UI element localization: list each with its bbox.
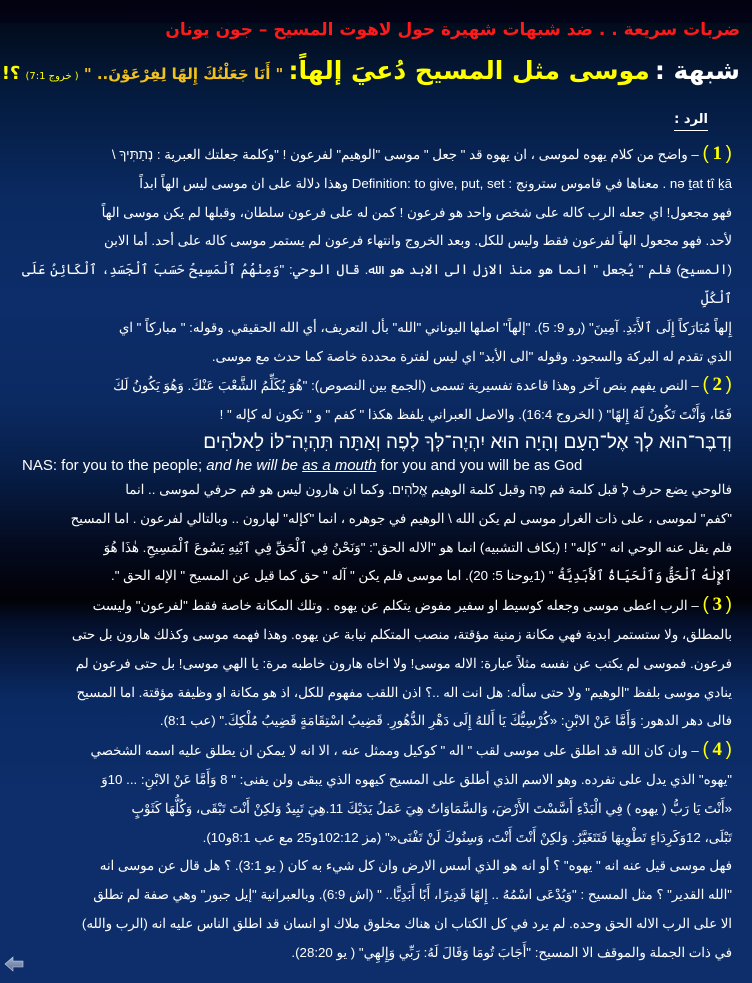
text-line: «أَنْتَ يَا رَبُّ ( يهوه ) فِي الْبَدْءِ أَسَّسْتَ الأَرْضَ، وَالسَّمَاوَاتُ هِيَ عَمَلُ يَدَيْكَ 11.هِيَ تَبِيدُ وَلكِنْ أَنْتَ تَبْقَى، وَكُلُّهَا كَثَوْبٍ	[131, 800, 732, 816]
text-line: تَبْلَى، 12وَكَرِدَاءٍ تَطْوِيهَا فَتَتَغَيَّرُ. وَلكِنْ أَنْتَ أَنْتَ، وَسِنُوكَ لَنْ تَفْنَى«" (مز 102:12و25 مع عب 8:1و10).	[202, 829, 732, 845]
text-line: فالوحي يضع حرف לְ قبل كلمة فم פֶּה وقبل كلمة الوهيم אֱלֹהִים. وكما ان هارون ليس هو فم حرفي لموسى .. انما	[125, 481, 732, 497]
text-line: لأحد. فهو مجعول الهاً لفرعون فقط وليس للكل. وبعد الخروج وانتهاء فرعون لم يستمر موسى كاله على أحد. أما الابن	[104, 233, 732, 249]
text-line: – واضح من كلام يهوه لموسى ، ان يهوه قد " جعل " موسى "الوهيم" لفرعون ! "وكلمة جعلتك العبرية : נְתַתִּיךָ \	[111, 147, 699, 162]
hebrew-verse: וְדִבֶּר־הוּא לְךָ אֶל־הָעָם וְהָיָה הוּא יִהְיֶה־לְּךָ לְפֶה וְאַתָּה תִּהְיֶה־לּוֹ לֵאלֹהִים׃	[203, 431, 732, 453]
text-line: ٱلإِلٰهُ ٱلْحَقُّ وَٱلْحَيَاةُ ٱلأَبَدِيَّةُ " (1يوحنا 5: 20). اما موسى فلم يكن " آله " حق كما قيل عن المسيح " الإله الحق ".	[111, 568, 732, 584]
section-1	[22, 140, 732, 371]
text-line: فهو مجعول! اي جعله الرب كاله على شخص واحد هو فرعون ! كمن له على فرعون سلطان، وقبلها لم يكن موسى الهاً	[101, 204, 732, 220]
paragraph-line: ( 1 ) – واضح من كلام يهوه لموسى ، ان يهوه قد " جعل " موسى "الوهيم" لفرعون ! "وكلمة جعلتك العبرية : נְתַתִּיךָ \	[111, 143, 732, 164]
heading-reference: ( خروج 7:1)	[25, 71, 79, 82]
section-4	[22, 736, 732, 852]
paragraph-line: ( 2 ) – النص يفهم بنص آخر وهذا قاعدة تفسيرية تسمى (الجمع بين النصوص): "هُوَ يُكَلِّمُ الشَّعْبَ عَنْكَ. وَهُوَ يَكُونُ لَكَ	[113, 374, 732, 396]
paragraph-line: ( 4 ) – وان كان الله قد اطلق على موسى لقب " اله " كوكيل وممثل عنه ، الا انه لا يمكن ان يطلق عليه اسمه الشخصي	[90, 739, 732, 761]
reply-label: الرد :	[674, 112, 708, 131]
text-line: بالمطلق، ولا ستستمر ابدية فهي مكانة زمنية مؤقتة، منصب المتكلم نيابة عن يهوه. وهذا فهمه موسى وكذلك هارون بل حتى	[71, 626, 732, 642]
text-line: "يهوه" الذي يدل على تفرده. وهو الاسم الذي أطلق على المسيح كيهوه الذي يبقى ولن يفنى: " 8 وَأَمَّا عَنْ الابْنِ: ... 10وَ	[101, 771, 732, 787]
section-number: 2	[712, 374, 722, 396]
back-arrow-icon[interactable]	[4, 956, 24, 972]
section-number: 4	[712, 739, 722, 761]
text-line: فرعون. فموسى لم يكتب عن نفسه مثلاً عبارة: الاله موسى! ولا اخاه هارون خاطبه مرة: يا الهي موسى! بل حتى فرعون لم	[75, 655, 732, 671]
conclusion	[22, 852, 732, 967]
text-line: فهل موسى قيل عنه انه " يهوه" ؟ أو انه هو الذي أسس الارض وان كل شيء به كان ( يو 3:1). ؟ هل قال عن موسى انه	[99, 858, 732, 874]
section-number: 3	[712, 594, 722, 616]
heading-label: شبهة :	[654, 56, 740, 85]
text-line: فالى دهر الدهور: وَأَمَّا عَنْ الابْنِ: «كُرْسِيُّكَ يَا أَللهُ إِلَى دَهْرِ الدُّهُورِ. قَضِيبُ اسْتِقَامَةٍ قَضِيبُ مُلْكِكَ." (عب 8:1).	[159, 713, 732, 729]
heading-marks: ؟!	[1, 63, 21, 84]
text-line: nə ṯat tî ḵā . معناها في قاموس سترونج : Definition: to give, put, set وهذا دلالة على ان موسى ليس الهاً ابداً	[139, 175, 732, 191]
text-line: فلم يقل عنه الوحي انه " كإله" ! (بكاف التشبيه) انما هو "الاله الحق": "وَنَحْنُ فِي ٱلْحَقِّ فِي ٱبْنِهِ يَسُوعَ ٱلْمَسِيحِ. هٰذَا هُوَ	[103, 539, 732, 555]
text-line: – النص يفهم بنص آخر وهذا قاعدة تفسيرية تسمى (الجمع بين النصوص): "هُوَ يُكَلِّمُ الشَّعْبَ عَنْكَ. وَهُوَ يَكُونُ لَكَ	[113, 378, 699, 394]
text-line: الا على الرب الاله الحق وحده. لم يرد في كل الكتاب ان هناك مخلوق ملاك او انسان قد اطلق الناس عليه انه (الرب والله)	[81, 915, 732, 931]
text-line: فَمًا، وَأَنْتَ تَكُونُ لَهُ إِلهًا" ( الخروج 16:4). والاصل العبراني يلفظ هكذا " كفم " و " تكون له كإله " !	[219, 407, 732, 423]
text-line: إِلهاً مُبَارَكاً إِلَى ٱلأَبَدِ. آمِينَ" (رو 9: 5). "إلهاً" اصلها اليوناني "الله" بأل التعريف، أي الله الحقيقي. وقوله: " مباركاً " اي	[118, 319, 732, 335]
heading-quote: " أَنَا جَعَلْتُكَ إِلهًا لِفِرْعَوْنَ.. "	[83, 65, 284, 83]
text-line: – الرب اعطى موسى وجعله كوسيط او سفير مفوض يتكلم عن يهوه . وتلك المكانة خاصة فقط "لفرعون" وليست	[92, 598, 699, 614]
text-line: – وان كان الله قد اطلق على موسى لقب " اله " كوكيل وممثل عنه ، الا انه لا يمكن ان يطلق عليه اسمه الشخصي	[90, 743, 699, 759]
series-title: ضربات سريعة . . ضد شبهات شهيرة حول لاهوت المسيح – جون يونان	[165, 20, 740, 40]
text-line: (المسيح) فلم " يُجعل " انما هو منذ الازل الى الابد هو الله. قال الوحي: "وَمِنْهُمُ ٱلْمَسِيحُ حَسَبَ ٱلْجَسَدِ، ٱلْكَائِنُ عَلَى ٱلْكُلِّ	[22, 262, 732, 306]
text-line: الذي تقدم له البركة والسجود. وقوله "الى الأبد" اي ليس لفترة محددة خاصة كما حدث مع موسى.	[211, 348, 732, 364]
section-2	[22, 371, 732, 591]
section-3	[22, 591, 732, 736]
section-number: 1	[712, 143, 722, 164]
text-line: "كفم" لموسى ، على ذات الغرار موسى لم يكن الله \ الوهيم في جوهره ، انما "كإله" لهارون .. وبالتالي لفرعون . اما المسيح	[70, 510, 732, 526]
article-body	[22, 140, 732, 968]
text-line: في ذات الجملة والموقف الا المسيح: "أَجَابَ تُومَا وَقَالَ لَهُ: رَبِّي وَإِلهِي" ( يو 28:20).	[291, 944, 732, 960]
page-heading	[2, 56, 740, 85]
nas-translation: NAS: for you to the people; and he will be as a mouth for you and you will be as God	[22, 456, 583, 474]
text-line: ينادي موسى بلفظ "الوهيم" ولا حتى سأله: هل انت اله ..؟ اذن اللقب مفهوم للكل، اذ هو مكانة او وظيفة مؤقتة. اما المسيح	[76, 684, 732, 700]
text-line: "الله القدير" ؟ مثل المسيح : "وَيُدْعَى اسْمُهُ .. إِلهًا قَدِيرًا، أَبًا أَبَدِيًّا.. " (اش 6:9). وبالعبرانية "إيل جبور" وهي صفة لم تطلق	[93, 887, 732, 903]
paragraph-line: ( 3 ) – الرب اعطى موسى وجعله كوسيط او سفير مفوض يتكلم عن يهوه . وتلك المكانة خاصة فقط "لفرعون" وليست	[92, 594, 732, 616]
heading-title: موسى مثل المسيح دُعيَ إلهاً:	[288, 56, 650, 85]
